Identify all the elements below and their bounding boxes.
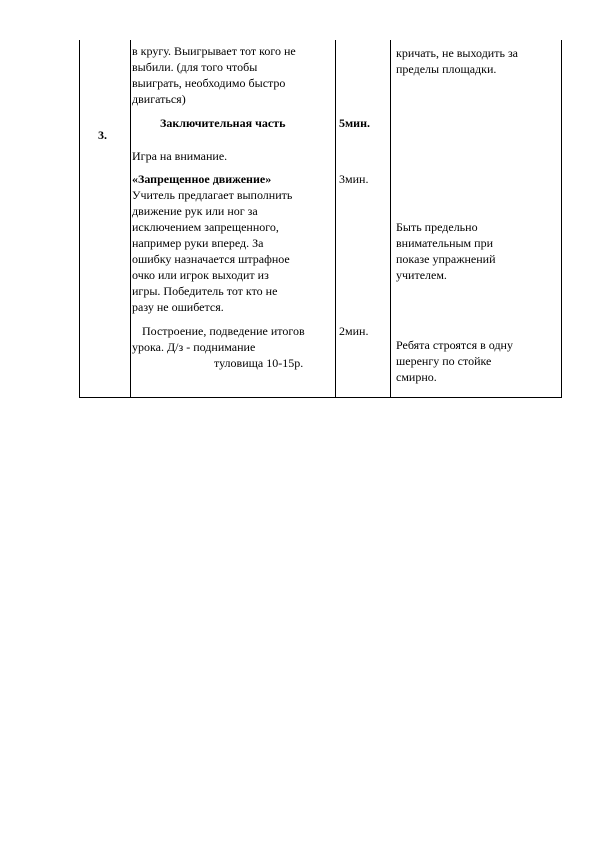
note-line: смирно.: [396, 370, 437, 384]
content-line: в кругу. Выигрывает тот кого не: [132, 44, 296, 58]
note-line: шеренгу по стойке: [396, 354, 492, 368]
duration-game: 3мин.: [339, 172, 369, 186]
content-line: ошибку назначается штрафное: [132, 252, 290, 266]
note-line: учителем.: [396, 268, 447, 282]
content-line: исключением запрещенного,: [132, 220, 279, 234]
row-number: 3.: [98, 128, 107, 142]
table-border-left: [79, 40, 80, 398]
note-line: показе упражнений: [396, 252, 496, 266]
game-title: «Запрещенное движение»: [132, 172, 272, 186]
table-border-bottom: [79, 397, 562, 398]
content-line: движение рук или ног за: [132, 204, 258, 218]
content-line: Учитель предлагает выполнить: [132, 188, 293, 202]
section-title: Заключительная часть: [160, 116, 286, 130]
table-border-right: [561, 40, 562, 398]
duration-section: 5мин.: [339, 116, 371, 130]
content-line: игры. Победитель тот кто не: [132, 284, 278, 298]
content-line: разу не ошибется.: [132, 300, 224, 314]
game-intro: Игра на внимание.: [132, 149, 228, 163]
table-column-divider: [390, 40, 391, 398]
content-line: очко или игрок выходит из: [132, 268, 269, 282]
note-line: Ребята строятся в одну: [396, 338, 513, 352]
content-line: выбили. (для того чтобы: [132, 60, 258, 74]
content-line: урока. Д/з - поднимание: [132, 340, 256, 354]
content-line: туловища 10-15р.: [214, 356, 304, 370]
content-line: выиграть, необходимо быстро: [132, 76, 286, 90]
note-line: пределы площадки.: [396, 62, 497, 76]
table-column-divider: [130, 40, 131, 398]
duration-final: 2мин.: [339, 324, 369, 338]
content-line: Построение, подведение итогов: [142, 324, 305, 338]
note-line: внимательным при: [396, 236, 493, 250]
content-line: например руки вперед. За: [132, 236, 264, 250]
note-line: Быть предельно: [396, 220, 478, 234]
note-line: кричать, не выходить за: [396, 46, 519, 60]
content-line: двигаться): [132, 92, 186, 106]
table-column-divider: [335, 40, 336, 398]
